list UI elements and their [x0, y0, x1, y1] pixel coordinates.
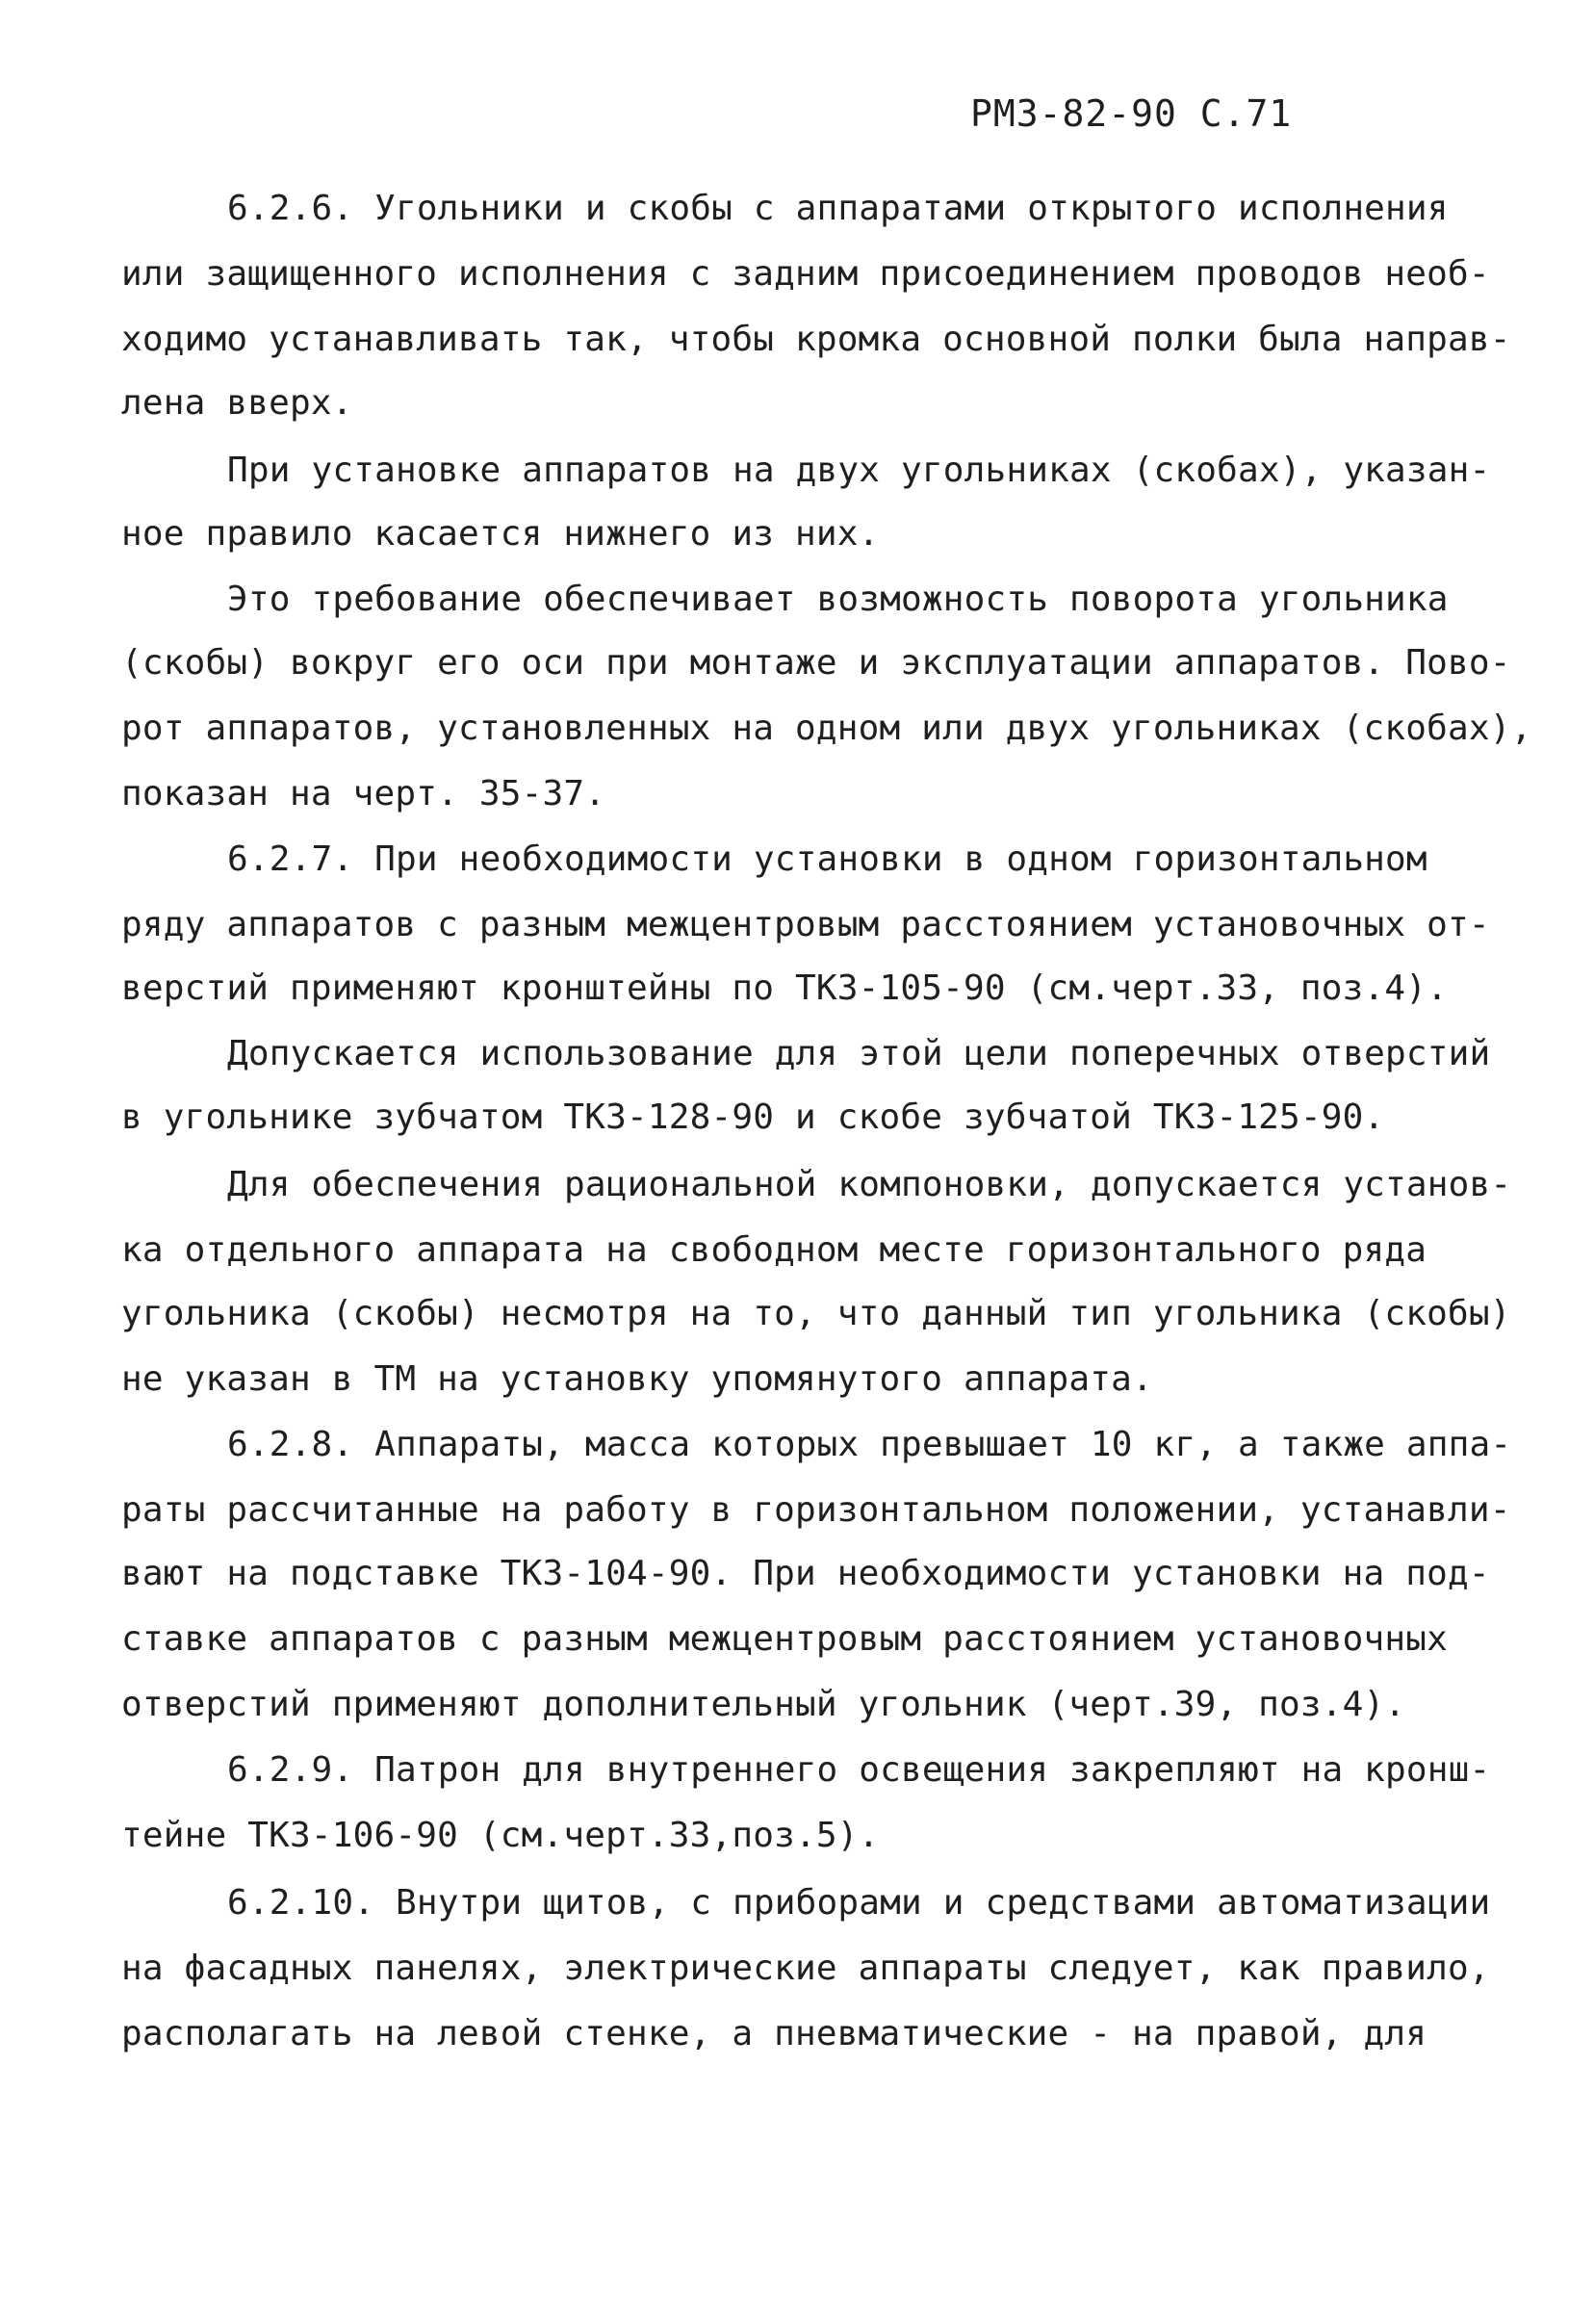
text-line: в угольнике зубчатом ТКЗ-128-90 и скобе зубчатой ТКЗ-125-90. — [121, 1097, 1385, 1137]
text-line: ное правило касается нижнего из них. — [121, 514, 880, 554]
text-line: Допускается использование для этой цели поперечных отверстий — [227, 1034, 1491, 1073]
page-reference: РМЗ-82-90 С.71 — [970, 92, 1293, 135]
text-line: 6.2.6. Угольники и скобы с аппаратами открытого исполнения — [227, 189, 1449, 228]
text-line: ходимо устанавливать так, чтобы кромка основной полки была направ- — [121, 320, 1511, 359]
text-line: 6.2.9. Патрон для внутреннего освещения закрепляют на кронш- — [227, 1750, 1491, 1790]
text-line: показан на черт. 35-37. — [121, 774, 606, 813]
text-line: раты рассчитанные на работу в горизонтальном положении, устанавли- — [121, 1490, 1511, 1530]
text-line: лена вверх. — [121, 383, 353, 423]
text-line: 6.2.8. Аппараты, масса которых превышает 10 кг, а также аппа- — [227, 1425, 1512, 1464]
text-line: располагать на левой стенке, а пневматические - на правой, для — [121, 2014, 1427, 2053]
text-line: не указан в ТМ на установку упомянутого аппарата. — [121, 1359, 1153, 1399]
text-line: на фасадных панелях, электрические аппараты следует, как правило, — [121, 1949, 1490, 1988]
text-line: 6.2.7. При необходимости установки в одном горизонтальном — [227, 839, 1427, 879]
text-line: 6.2.10. Внутри щитов, с приборами и средствами автоматизации — [227, 1883, 1491, 1923]
text-line: рот аппаратов, установленных на одном или двух угольниках (скобах), — [121, 709, 1532, 748]
text-line: Это требование обеспечивает возможность поворота угольника — [227, 580, 1449, 619]
text-line: угольника (скобы) несмотря на то, что данный тип угольника (скобы) — [121, 1294, 1511, 1333]
text-line: вают на подставке ТКЗ-104-90. При необходимости установки на под- — [121, 1554, 1490, 1593]
text-line: Для обеспечения рациональной компоновки, допускается установ- — [227, 1165, 1512, 1204]
text-line: ка отдельного аппарата на свободном месте горизонтального ряда — [121, 1230, 1427, 1270]
text-line: или защищенного исполнения с задним присоединением проводов необ- — [121, 254, 1490, 294]
text-line: ряду аппаратов с разным межцентровым расстоянием установочных от- — [121, 905, 1490, 944]
text-line: ставке аппаратов с разным межцентровым расстоянием установочных — [121, 1619, 1449, 1659]
text-line: (скобы) вокруг его оси при монтаже и эксплуатации аппаратов. Пово- — [121, 643, 1511, 683]
text-line: верстий применяют кронштейны по ТКЗ-105-90 (см.черт.33, поз.4). — [121, 968, 1449, 1008]
text-line: тейне ТКЗ-106-90 (см.черт.33,поз.5). — [121, 1816, 880, 1855]
text-line: При установке аппаратов на двух угольниках (скобах), указан- — [227, 451, 1491, 490]
text-line: отверстий применяют дополнительный угольник (черт.39, поз.4). — [121, 1685, 1406, 1724]
